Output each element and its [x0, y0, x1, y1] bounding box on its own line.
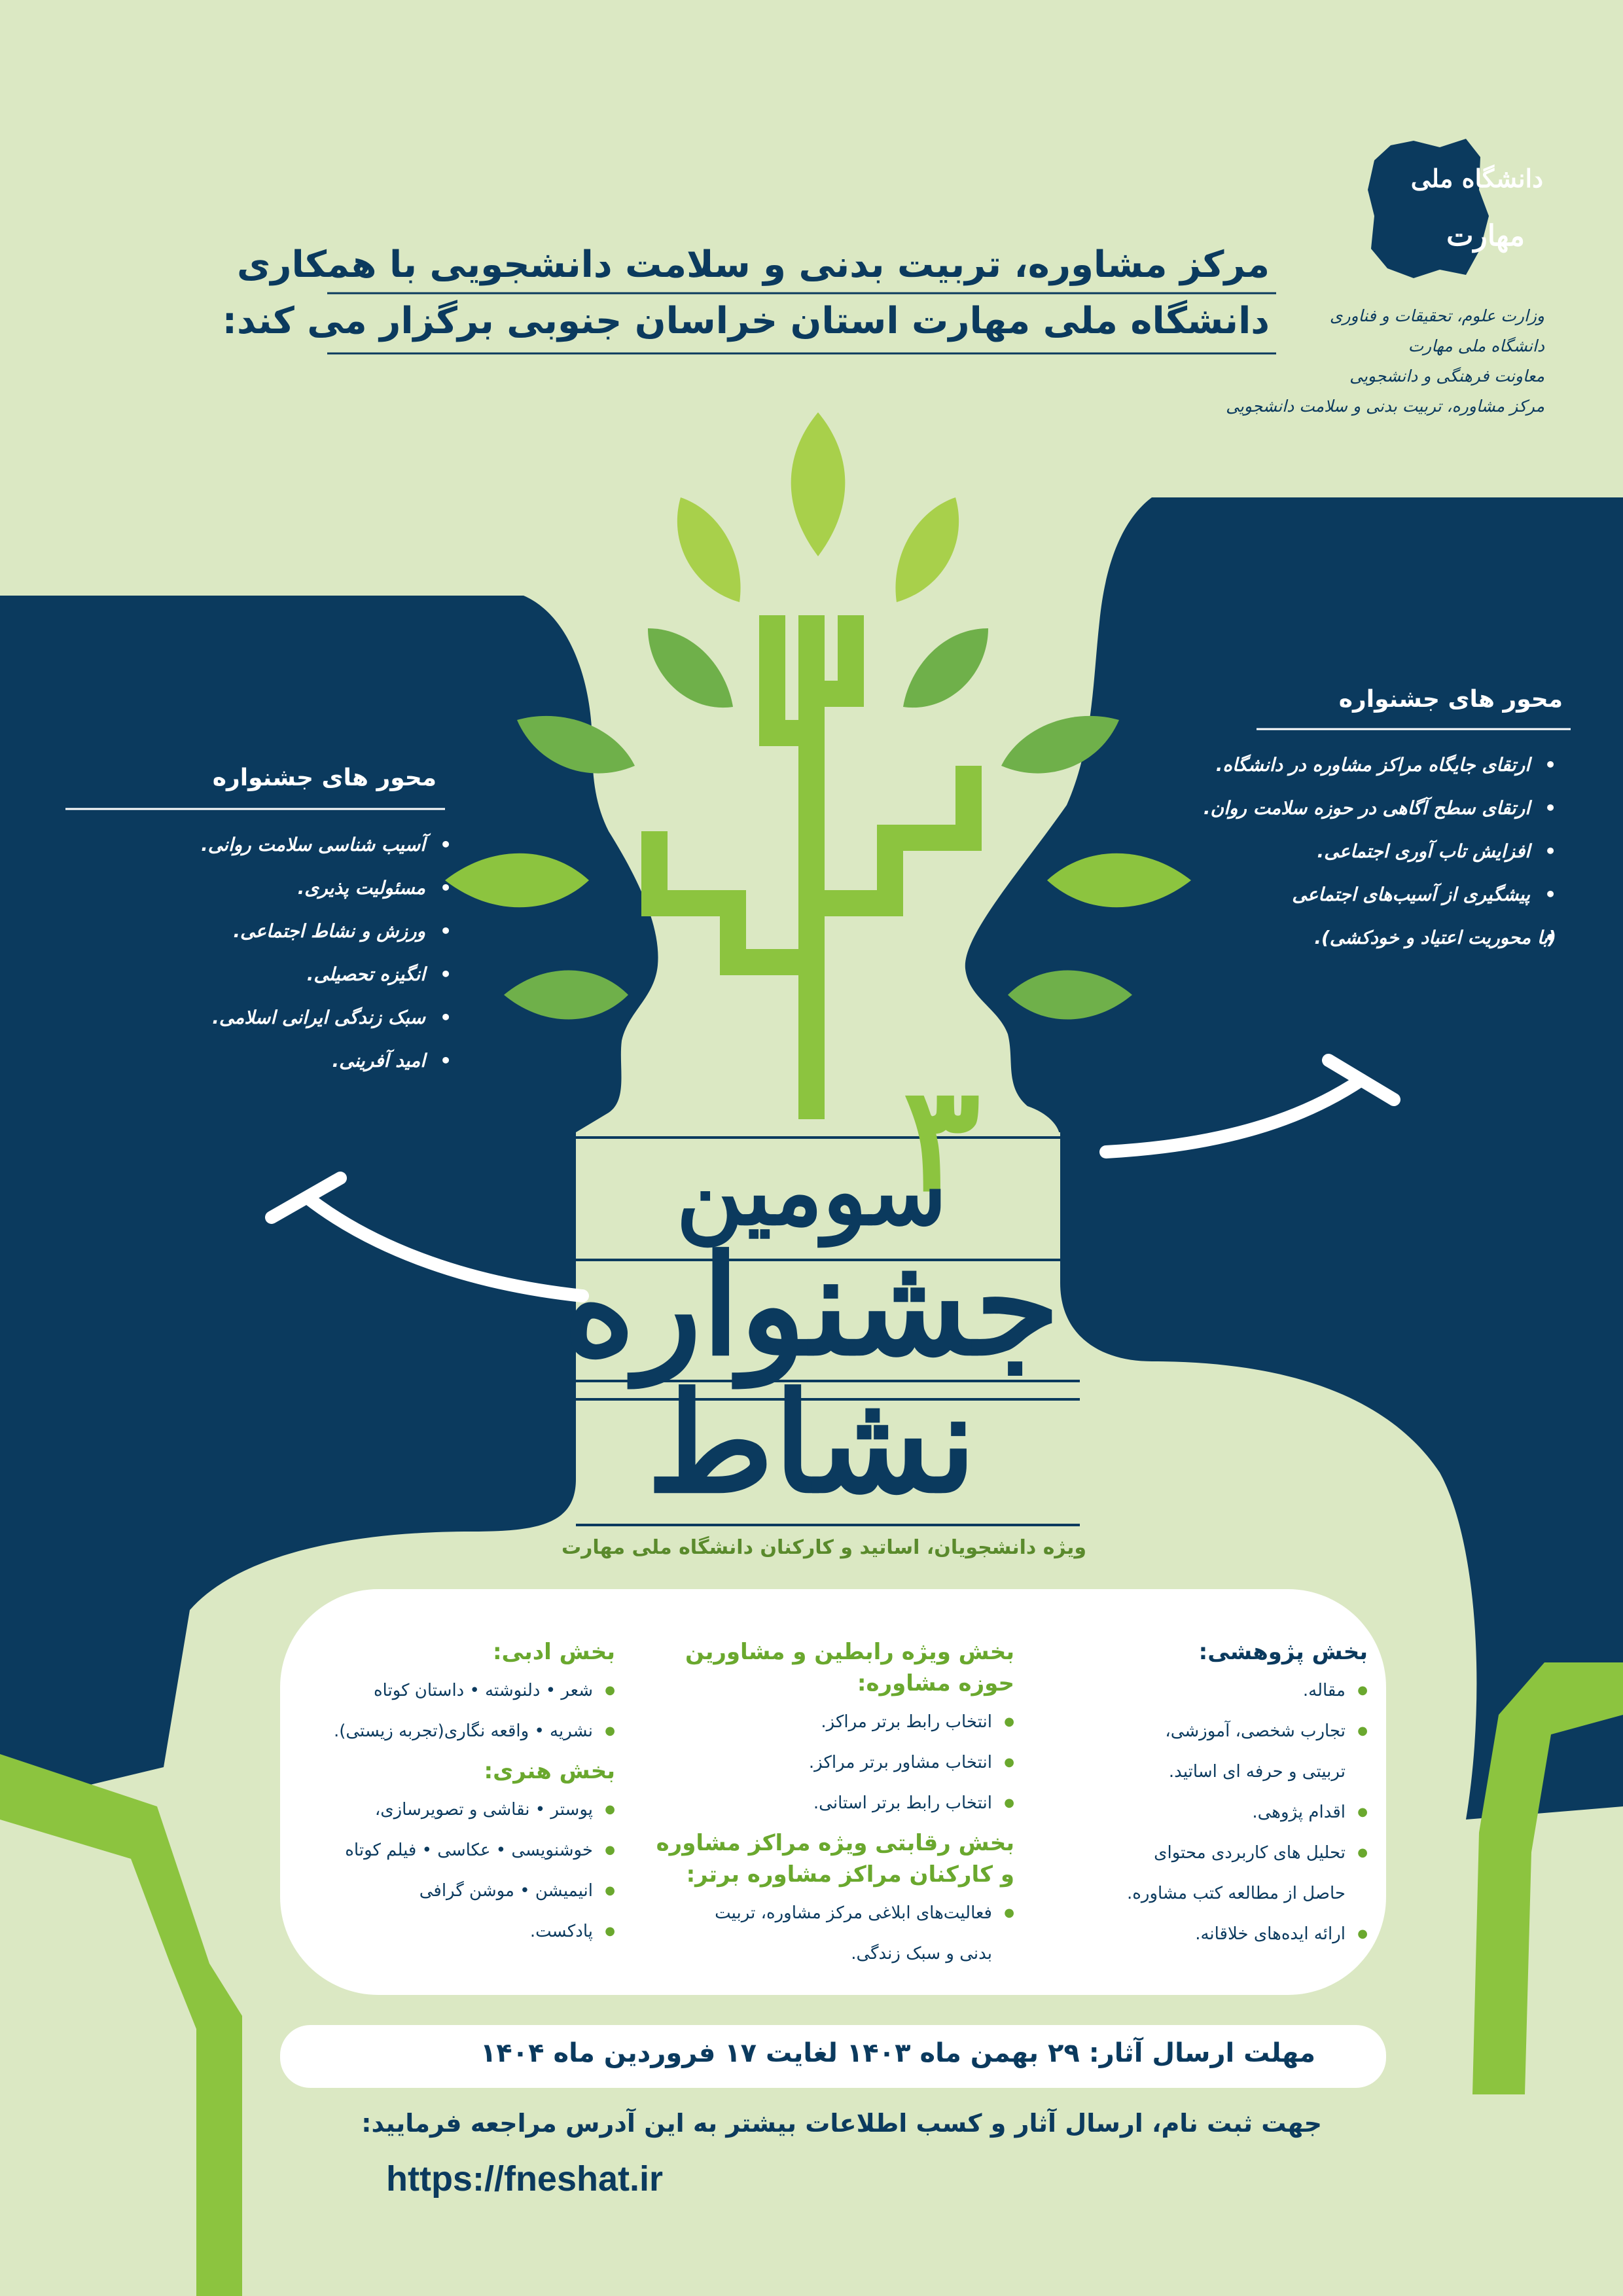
literary-title: بخش ادبی: [492, 1639, 615, 1665]
caption-deputy: معاونت فرهنگی و دانشجویی [1349, 367, 1544, 386]
art-title: بخش هنری: [484, 1758, 615, 1784]
list-item: ● اقدام پژوهی. [1054, 1792, 1368, 1833]
logo-text-university: دانشگاه ملی [1410, 164, 1543, 193]
liaison-section [648, 1636, 1014, 1978]
competitive-title-2: و کارکنان مراکز مشاوره برتر: [686, 1861, 1014, 1888]
list-item: • افزایش تاب آوری اجتماعی. [1204, 830, 1556, 873]
list-item: ● شعر • دلنوشته • داستان کوتاه [275, 1670, 615, 1711]
list-item: بدنی و سبک زندگی. [851, 1944, 992, 1964]
list-item: تربیتی و حرفه ای اساتید. [1168, 1762, 1346, 1782]
list-item: ● انتخاب مشاور برتر مراکز. [648, 1742, 1014, 1783]
list-item: • آسیب شناسی سلامت روانی. [201, 823, 452, 867]
festival-number: ۳ [903, 1054, 981, 1223]
list-item: • ارتقای سطح آگاهی در حوزه سلامت روان. [1204, 787, 1556, 830]
festival-subtitle: ویژه دانشجویان، اساتید و کارکنان دانشگاه ملی مهارت [561, 1536, 1086, 1559]
list-item: ● مقاله. [1054, 1670, 1368, 1711]
liaison-title-1: بخش ویژه رابطین و مشاورین [685, 1639, 1014, 1665]
list-item-note: • (با محوریت اعتیاد و خودکشی). [1204, 916, 1556, 960]
left-axes-title: محور های جشنواره [212, 764, 437, 791]
header-line-1: مرکز مشاوره، تربیت بدنی و سلامت دانشجویی با همکاری [236, 243, 1270, 286]
list-item: • انگیزه تحصیلی. [201, 953, 452, 996]
right-axes-list [1204, 744, 1556, 960]
literary-list [275, 1670, 615, 1751]
art-list [275, 1789, 615, 1952]
left-axes-list [201, 823, 452, 1083]
list-item: ● فعالیت‌های ابلاغی مرکز مشاوره، تربیت [648, 1893, 1014, 1933]
list-item: ● خوشنویسی • عکاسی • فیلم کوتاه [275, 1830, 615, 1871]
list-item: ● انیمیشن • موشن گرافی [275, 1871, 615, 1911]
logo-caption [1226, 301, 1544, 422]
logo-badge [1368, 139, 1489, 278]
list-item: • مسئولیت پذیری. [201, 867, 452, 910]
research-list [1054, 1670, 1368, 1954]
list-item: حاصل از مطالعه کتب مشاوره. [1127, 1884, 1346, 1903]
list-item: ● تجارب شخصی، آموزشی، [1054, 1711, 1368, 1751]
list-item: • سبک زندگی ایرانی اسلامی. [201, 996, 452, 1039]
website-url[interactable]: https://fneshat.ir [386, 2159, 664, 2198]
festival-ordinal: سومین [676, 1139, 947, 1246]
caption-center: مرکز مشاوره، تربیت بدنی و سلامت دانشجویی [1226, 397, 1544, 416]
list-item: • ارتقای جایگاه مراکز مشاوره در دانشگاه. [1204, 744, 1556, 787]
research-title: بخش پژوهشی: [1198, 1639, 1368, 1665]
research-section [1054, 1636, 1368, 1958]
literary-art-section [275, 1636, 615, 1956]
list-item: • پیشگیری از آسیب‌های اجتماعی [1204, 873, 1556, 916]
liaison-title-2: حوزه مشاوره: [857, 1670, 1014, 1696]
deadline-text: مهلت ارسال آثار: ۲۹ بهمن ماه ۱۴۰۳ لغایت ۱۷ فروردین ماه ۱۴۰۴ [480, 2038, 1315, 2068]
caption-university: دانشگاه ملی مهارت [1408, 336, 1544, 355]
list-item: ● نشریه • واقعه نگاری(تجربه زیستی). [275, 1711, 615, 1751]
list-item: ● تحلیل های کاربردی محتوای [1054, 1833, 1368, 1873]
competitive-list [648, 1893, 1014, 1974]
list-item: • ورزش و نشاط اجتماعی. [201, 910, 452, 953]
registration-text: جهت ثبت نام، ارسال آثار و کسب اطلاعات بیشتر به این آدرس مراجعه فرمایید: [361, 2109, 1322, 2138]
caption-ministry: وزارت علوم، تحقیقات و فناوری [1329, 306, 1544, 325]
header-line-2: دانشگاه ملی مهارت استان خراسان جنوبی برگزار می کند: [222, 300, 1270, 342]
right-axes-title: محور های جشنواره [1338, 686, 1563, 713]
list-item: ● ارائه ایده‌های خلاقانه. [1054, 1914, 1368, 1954]
left-green-stripe [0, 1754, 242, 2296]
logo-text-maharat: مهارت [1446, 219, 1525, 253]
list-item: ● انتخاب رابط برتر استانی. [648, 1783, 1014, 1823]
list-item: ● پادکست. [275, 1911, 615, 1952]
list-item: ● انتخاب رابط برتر مراکز. [648, 1702, 1014, 1742]
liaison-list [648, 1702, 1014, 1823]
festival-word-neshat: نشاط [647, 1362, 976, 1524]
list-item: ● پوستر • نقاشی و تصویرسازی، [275, 1789, 615, 1830]
festival-word-jashnvareh: جشنواره [563, 1225, 1060, 1386]
list-item: • امید آفرینی. [201, 1039, 452, 1083]
competitive-title-1: بخش رقابتی ویژه مراکز مشاوره [656, 1830, 1014, 1856]
